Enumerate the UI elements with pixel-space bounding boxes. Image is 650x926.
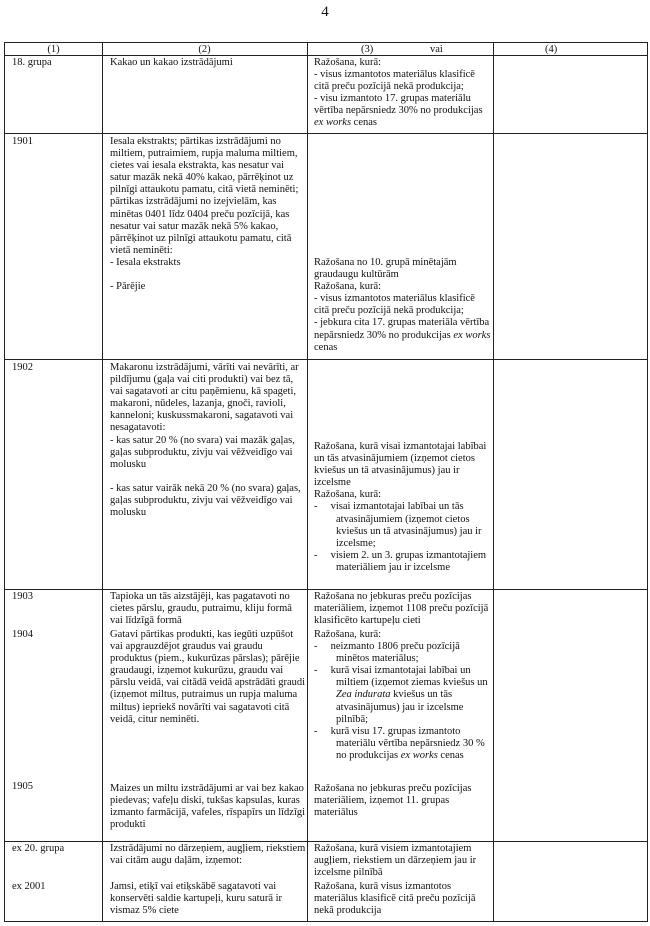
header-col1: (1)	[47, 44, 60, 55]
col-divider-2	[307, 43, 308, 921]
rule-line: - jebkura cita 17. grupas materiāla vērtība nepārsniedz 30% no produkcijas ex works cenas	[314, 317, 491, 353]
header-col4: (4)	[545, 44, 558, 55]
header-col3: (3)	[361, 44, 374, 55]
page-number: 4	[321, 4, 329, 20]
rule-bullet: - neizmanto 1806 preču pozīcijā minētos materiālus;	[314, 641, 460, 665]
row-rule	[314, 257, 492, 354]
rule-line: - visu izmantoto 17. grupas materiālu vērtība nepārsniedz 30% no produkcijas ex works cenas	[314, 93, 483, 129]
row-rule: Ražošana, kurā visus izmantotos materiālus klasificē citā preču pozīcijā nekā produkcija	[314, 881, 476, 917]
sub-item: - kas satur vairāk nekā 20 % (no svara) gaļas, gaļas subproduktu, zivju vai vēžveidīgo vai molusku	[110, 482, 301, 519]
row-description: Jamsi, etiķī vai etiķskābē sagatavoti vai konservēti saldie kartupeļi, kuru saturā ir vismaz 5% ciete	[110, 881, 283, 917]
row-code: 1903	[12, 591, 33, 602]
row-description: Kakao un kakao izstrādājumi	[110, 57, 233, 68]
row-divider-1	[5, 133, 647, 134]
row-code: 18. grupa	[12, 57, 52, 68]
row-description	[110, 362, 306, 519]
rule-line: Ražošana no 10. grupā minētajām graudaugu kultūrām	[314, 257, 457, 281]
row-code: 1905	[12, 781, 33, 792]
rule-line: Ražošana, kurā:	[314, 281, 382, 293]
row-code: ex 20. grupa	[12, 843, 65, 854]
rules-table	[4, 42, 648, 922]
row-rule	[314, 441, 492, 574]
rule-bullet: - visai izmantotajai labībai un tās atvasinājumiem (izņemot cietos kviešus un tā atvasinājumus) jau ir izcelsme;	[314, 501, 482, 549]
row-code: 1904	[12, 629, 33, 640]
row-divider-4	[5, 841, 647, 842]
row-code: 1901	[12, 136, 33, 147]
rule-line: Ražošana, kurā:	[314, 629, 382, 640]
row-divider-3	[5, 589, 647, 590]
description-text: Iesala ekstrakts; pārtikas izstrādājumi no miltiem, putraimiem, rupja maluma miltiem, cietes vai iesala ekstrakta, kas nesatur vai satur mazāk nekā 40% kakao, pārrēķinot uz pilnīgi attaukotu pamatu, citā vietā neminēti; pārtikas izstrādājumi no izejvielām, kas minētas 0401 līdz 0404 preču pozīcijā, kas nesatur vai satur mazāk nekā 5% kakao, pārrēķinot uz pilnīgi attaukotu pamatu, citā vietā neminēti:	[110, 136, 299, 256]
col-divider-1	[102, 43, 103, 921]
row-rule	[314, 629, 492, 762]
rule-bullet: - kurā visu 17. grupas izmantoto materiālu vērtība nepārsniedz 30 % no produkcijas ex works cenas	[314, 725, 485, 761]
row-description: Tapioka un tās aizstājēji, kas pagatavoti no cietes pārslu, graudu, putraimu, kliju formā vai līdzīgā formā	[110, 591, 292, 627]
row-description: Izstrādājumi no dārzeņiem, augļiem, riekstiem vai citām augu daļām, izņemot:	[110, 843, 306, 867]
rule-line: - visus izmantotos materiālus klasificē citā preču pozīcijā nekā produkcija;	[314, 69, 475, 93]
row-code: ex 2001	[12, 881, 46, 892]
row-description	[110, 136, 306, 293]
rule-bullet: - visiem 2. un 3. grupas izmantotajiem materiāliem jau ir izcelsme	[314, 549, 487, 573]
sub-item: - kas satur 20 % (no svara) vai mazāk gaļas, gaļas subproduktu, zivju vai vēžveidīgo vai molusku	[110, 434, 295, 470]
rule-line: Ražošana, kurā visai izmantotajai labībai un tās atvasinājumiem (izņemot cietos kviešus un tā atvasinājumus) jau ir izcelsme	[314, 441, 487, 489]
sub-item: - Iesala ekstrakts	[110, 256, 181, 268]
header-col2: (2)	[198, 44, 211, 55]
rule-line: Ražošana, kurā:	[314, 489, 382, 501]
row-rule: Ražošana no jebkuras preču pozīcijas materiāliem, izņemot 11. grupas materiālus	[314, 783, 472, 819]
col-divider-3	[493, 43, 494, 921]
row-rule: Ražošana no jebkuras preču pozīcijas materiāliem, izņemot 1108 preču pozīcijā klasificēto kartupeļu cieti	[314, 591, 489, 627]
row-divider-2	[5, 359, 647, 360]
row-rule: Ražošana, kurā visiem izmantotajiem augļiem, riekstiem un dārzeņiem jau ir izcelsme pilnībā	[314, 843, 477, 879]
rule-line: - visus izmantotos materiālus klasificē citā preču pozīcijā nekā produkcija;	[314, 293, 475, 317]
rule-bullet: - kurā visai izmantotajai labībai un miltiem (izņemot ziemas kviešus un Zea indurata kviešus un tās atvasinājumus) jau ir izcelsme pilnībā;	[314, 665, 488, 725]
header-vai: vai	[430, 44, 443, 55]
row-rule	[314, 57, 492, 130]
sub-item: - Pārējie	[110, 281, 146, 293]
row-code: 1902	[12, 362, 33, 373]
rule-line: Ražošana, kurā:	[314, 57, 382, 68]
row-description: Gatavi pārtikas produkti, kas iegūti uzpūšot vai apgrauzdējot graudus vai graudu produktus (piem., kukurūzas pārslas); pārējie graudaugi, izņemot kukurūzu, graudu vai pārslu veidā, vai citādā veidā apstrādāti graudi (izņemot miltus, putraimus un rupja maluma miltus) iepriekš novārīti vai sagatavoti citā veidā, citur neminēti.	[110, 629, 306, 725]
header-divider	[5, 55, 647, 56]
row-description: Maizes un miltu izstrādājumi ar vai bez kakao piedevas; vafeļu diski, tukšas kapsulas, kuras izmanto farmācijā, vafeles, rīspapīrs un līdzīgi produkti	[110, 783, 306, 831]
description-text: Makaronu izstrādājumi, vārīti vai nevārīti, ar pildījumu (gaļa vai citi produkti) vai bez tā, vai sagatavoti ar citu paņēmienu, kā spageti, makaroni, nūdeles, lazanja, gnoči, ravioli, kanneloni; kuskussmakaroni, sagatavoti vai nesagatavoti:	[110, 362, 299, 434]
